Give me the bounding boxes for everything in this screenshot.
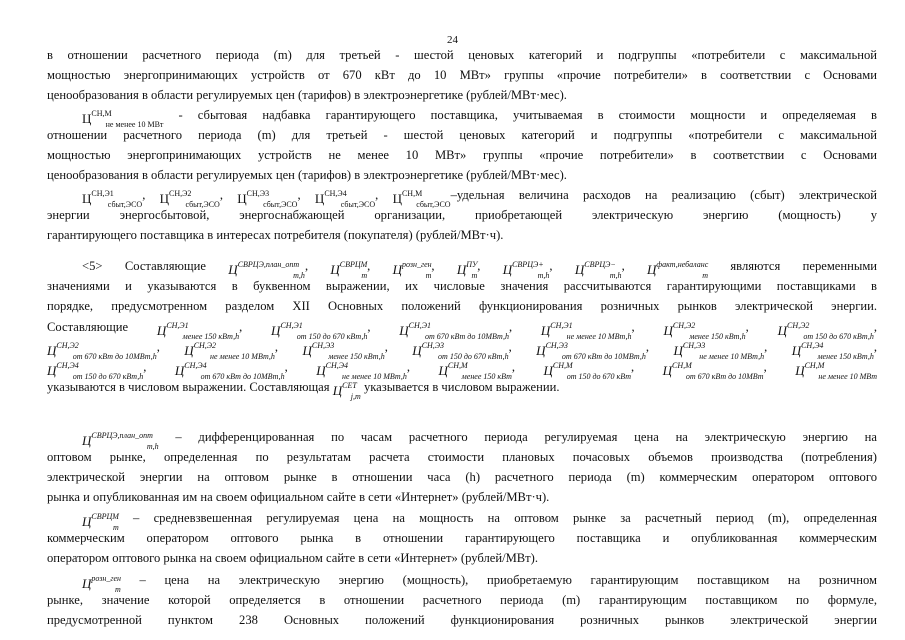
text-line: энергии энергосбытовой, энергоснабжающей организации, приобретающей электрическую энергию (мощность) у: [47, 208, 877, 222]
symbol-e2-m150: $Ц^{СН,Э2}_{менее 150 кВт,h}$: [663, 321, 746, 341]
symbol-e4-150-670: $Ц^{СН,Э4}_{от 150 до 670 кВт,h}$: [47, 361, 144, 381]
symbol-e2-ne10: $Ц^{СН,Э2}_{не менее 10 МВт,h}$: [184, 341, 275, 361]
symbol-e3-ne10: $Ц^{СН,Э3}_{не менее 10 МВт,h}$: [673, 341, 765, 361]
symbol-c-e1-sbyt: $Ц^{СН,Э1}_{сбыт,ЭСО}$: [82, 189, 143, 209]
symbol-c-e3-sbyt: $Ц^{СН,Э3}_{сбыт,ЭСО}$: [237, 189, 298, 209]
text-line: мощностью энергопринимающих устройств от 670 кВт до 10 МВт» группы «прочие потребители» в соответствии с Основами: [47, 68, 877, 82]
symbol-svrcm-def: $Ц^{СВРЦМ}_m$: [82, 512, 119, 532]
text-line: коммерческим оператором оптового рынка в отношении гарантирующего поставщика и опубликованная коммерческим: [47, 531, 877, 545]
symbol-e2-670-10: $Ц^{СН,Э2}_{от 670 кВт до 10МВт,h}$: [47, 341, 157, 361]
text-line: рынка и опубликованная им на своем официальном сайте в сети «Интернет» (рублей/МВт·ч).: [47, 490, 550, 504]
symbol-svrcm: $Ц^{СВРЦМ}_m$: [330, 260, 368, 280]
text-line: предусмотренной пунктом 238 Основных положений функционирования розничных рынков электрической энергии: [47, 613, 877, 627]
formula-line: $Ц^{СВРЦМ}_m$ – средневзвешенная регулируемая цена на мощность на оптовом рынке за расчетный период (m), определенная: [82, 511, 877, 532]
formula-line: $Ц^{СН,Э1}_{сбыт,ЭСО}$, $Ц^{СН,Э2}_{сбыт,ЭСО}$, $Ц^{СН,Э3}_{сбыт,ЭСО}$, $Ц^{СН,Э4}_{сбыт,ЭСО}$, $Ц^{СН,М}_{сбыт,ЭСО}$–удельная величина расходов на реализацию (сбыт) электрической: [82, 188, 878, 209]
text-line: рынке, значение которой определяется в отношении расчетного периода (m) гарантирующим поставщиком по формуле,: [47, 593, 877, 607]
symbol-m-150-670: $Ц^{СН,М}_{от 150 до 670 кВт}$: [543, 361, 632, 381]
symbol-pu: $Ц^{ПУ}_m$: [456, 260, 478, 280]
symbol-e1-m150: $Ц^{СН,Э1}_{менее 150 кВт,h}$: [156, 321, 240, 341]
text-line: в отношении расчетного периода (m) для третьей - шестой ценовых категорий и подгруппы «потребители с максимальной: [47, 48, 877, 62]
text-line: оператором оптового рынка на своем официальном сайте в сети «Интернет» (рублей/МВт).: [47, 551, 539, 565]
symbol-e2-150-670: $Ц^{СН,Э2}_{от 150 до 670 кВт,h}$: [777, 321, 874, 341]
symbol-svrc-plus: $Ц^{СВРЦЭ+}_{m,h}$: [502, 260, 550, 280]
symbol-svrc-plan: $Ц^{СВРЦЭ,план\_опт}_{m,h}$: [228, 260, 305, 280]
text-line: гарантирующего поставщика в интересах потребителя (покупателя) (рублей/МВт·ч).: [47, 228, 504, 242]
formula-line: $Ц^{розн\_ген}_m$ – цена на электрическую энергию (мощность), приобретаемую гарантирующим поставщиком на розничном: [82, 573, 877, 594]
symbol-c-nm: $Ц^{СН,М}_{не менее 10 МВт}$: [82, 109, 164, 129]
symbol-e4-m150: $Ц^{СН,Э4}_{менее 150 кВт,h}$: [791, 341, 874, 361]
symbol-rozn-def: $Ц^{розн\_ген}_m$: [82, 574, 122, 594]
formula-line: указываются в числовом выражении. Составляющая $Ц^{СЕТ}_{j,m}$ указывается в числовом выражении.: [47, 380, 560, 401]
page-number: 24: [447, 34, 458, 46]
symbol-e1-150-670: $Ц^{СН,Э1}_{от 150 до 670 кВт,h}$: [271, 321, 368, 341]
symbol-e3-150-670: $Ц^{СН,Э3}_{от 150 до 670 кВт,h}$: [412, 341, 509, 361]
text-line: значениями и указываются в буквенном выражении, их числовые значения рассчитываются гарантирующими поставщиками в: [47, 279, 877, 293]
text-line: мощностью энергопринимающих устройств не менее 10 МВт» группы «прочие потребители» в соответствии с Основами: [47, 148, 877, 162]
text-line: отношении расчетного периода (m) для третьей - шестой ценовых категорий и подгруппы «потребители с максимальной: [47, 128, 877, 142]
text-line: оптовом рынке, определенная по результатам расчета стоимости плановых почасовых объемов производства (потребления): [47, 450, 877, 464]
symbol-svrc-minus: $Ц^{СВРЦЭ-}_{m,h}$: [574, 260, 622, 280]
text-line: ценообразования в области регулируемых цен (тарифов) в электроэнергетике (рублей/МВт·мес).: [47, 168, 567, 182]
formula-line: $Ц^{СН,М}_{не менее 10 МВт}$ - сбытовая надбавка гарантирующего поставщика, учитываемая в стоимости мощности и определяемая в: [82, 108, 877, 129]
formula-line: <5> Составляющие $Ц^{СВРЦЭ,план\_опт}_{m,h}$, $Ц^{СВРЦМ}_m$, $Ц^{розн\_ген}_m$, $Ц^{ПУ}_m$, $Ц^{СВРЦЭ+}_{m,h}$, $Ц^{СВРЦЭ-}_{m,h}$, $Ц^{факт,небаланс}_m$ являются переменными: [82, 259, 878, 280]
symbol-c-e2-sbyt: $Ц^{СН,Э2}_{сбыт,ЭСО}$: [159, 189, 220, 209]
formula-line: Составляющие $Ц^{СН,Э1}_{менее 150 кВт,h}$, $Ц^{СН,Э1}_{от 150 до 670 кВт,h}$, $Ц^{СН,Э1}_{от 670 кВт до 10МВт,h}$, $Ц^{СН,Э1}_{не менее 10 МВт,h}$, $Ц^{СН,Э2}_{менее 150 кВт,h}$, $Ц^{СН,Э2}_{от 150 до 670 кВт,h}$,: [47, 320, 878, 341]
symbol-m-ne10: $Ц^{СН,М}_{не менее 10 МВт}$: [795, 361, 878, 381]
symbol-e3-m150: $Ц^{СН,Э3}_{менее 150 кВт,h}$: [302, 341, 385, 361]
text-line: ценообразования в области регулируемых цен (тарифов) в электроэнергетике (рублей/МВт·мес).: [47, 88, 567, 102]
symbol-m-670-10: $Ц^{СН,М}_{от 670 кВт до 10МВт}$: [662, 361, 764, 381]
symbol-rozn-gen: $Ц^{розн\_ген}_m$: [392, 260, 432, 280]
symbol-c-m-sbyt: $Ц^{СН,М}_{сбыт,ЭСО}$: [392, 189, 451, 209]
symbol-m-m150: $Ц^{СН,М}_{менее 150 кВт}$: [438, 361, 512, 381]
text-line: порядке, предусмотренном разделом XII Основных положений функционирования розничных рынков электрической энергии.: [47, 299, 877, 313]
symbol-e1-ne10: $Ц^{СН,Э1}_{не менее 10 МВт,h}$: [540, 321, 632, 341]
formula-line: $Ц^{СН,Э2}_{от 670 кВт до 10МВт,h}$, $Ц^{СН,Э2}_{не менее 10 МВт,h}$, $Ц^{СН,Э3}_{менее 150 кВт,h}$, $Ц^{СН,Э3}_{от 150 до 670 кВт,h}$, $Ц^{СН,Э3}_{от 670 кВт до 10МВт,h}$, $Ц^{СН,Э3}_{не менее 10 МВт,h}$, $Ц^{СН,Э4}_{менее 150 кВт,h}$,: [47, 340, 878, 361]
symbol-e1-670-10: $Ц^{СН,Э1}_{от 670 кВт до 10МВт,h}$: [399, 321, 509, 341]
formula-line: $Ц^{СВРЦЭ,план\_опт}_{m,h}$ – дифференцированная по часам расчетного периода регулируемая цена на электрическую энергию на: [82, 430, 877, 451]
symbol-e4-670-10: $Ц^{СН,Э4}_{от 670 кВт до 10МВт,h}$: [174, 361, 285, 381]
symbol-set: $Ц^{СЕТ}_{j,m}$: [332, 381, 361, 401]
symbol-e4-ne10: $Ц^{СН,Э4}_{не менее 10 МВт,h}$: [316, 361, 407, 381]
symbol-fakt: $Ц^{факт,небаланс}_m$: [647, 260, 709, 280]
symbol-e3-670-10: $Ц^{СН,Э3}_{от 670 кВт до 10МВт,h}$: [536, 341, 646, 361]
text-line: электрической энергии на оптовом рынке в отношении часа (h) расчетного периода (m) коммерческим оператором оптового: [47, 470, 877, 484]
symbol-svrc-plan-def: $Ц^{СВРЦЭ,план\_опт}_{m,h}$: [82, 431, 159, 451]
symbol-c-e4-sbyt: $Ц^{СН,Э4}_{сбыт,ЭСО}$: [314, 189, 376, 209]
formula-line: $Ц^{СН,Э4}_{от 150 до 670 кВт,h}$, $Ц^{СН,Э4}_{от 670 кВт до 10МВт,h}$, $Ц^{СН,Э4}_{не менее 10 МВт,h}$, $Ц^{СН,М}_{менее 150 кВт}$, $Ц^{СН,М}_{от 150 до 670 кВт}$, $Ц^{СН,М}_{от 670 кВт до 10МВт}$, $Ц^{СН,М}_{не менее 10 МВт}$: [47, 360, 878, 381]
